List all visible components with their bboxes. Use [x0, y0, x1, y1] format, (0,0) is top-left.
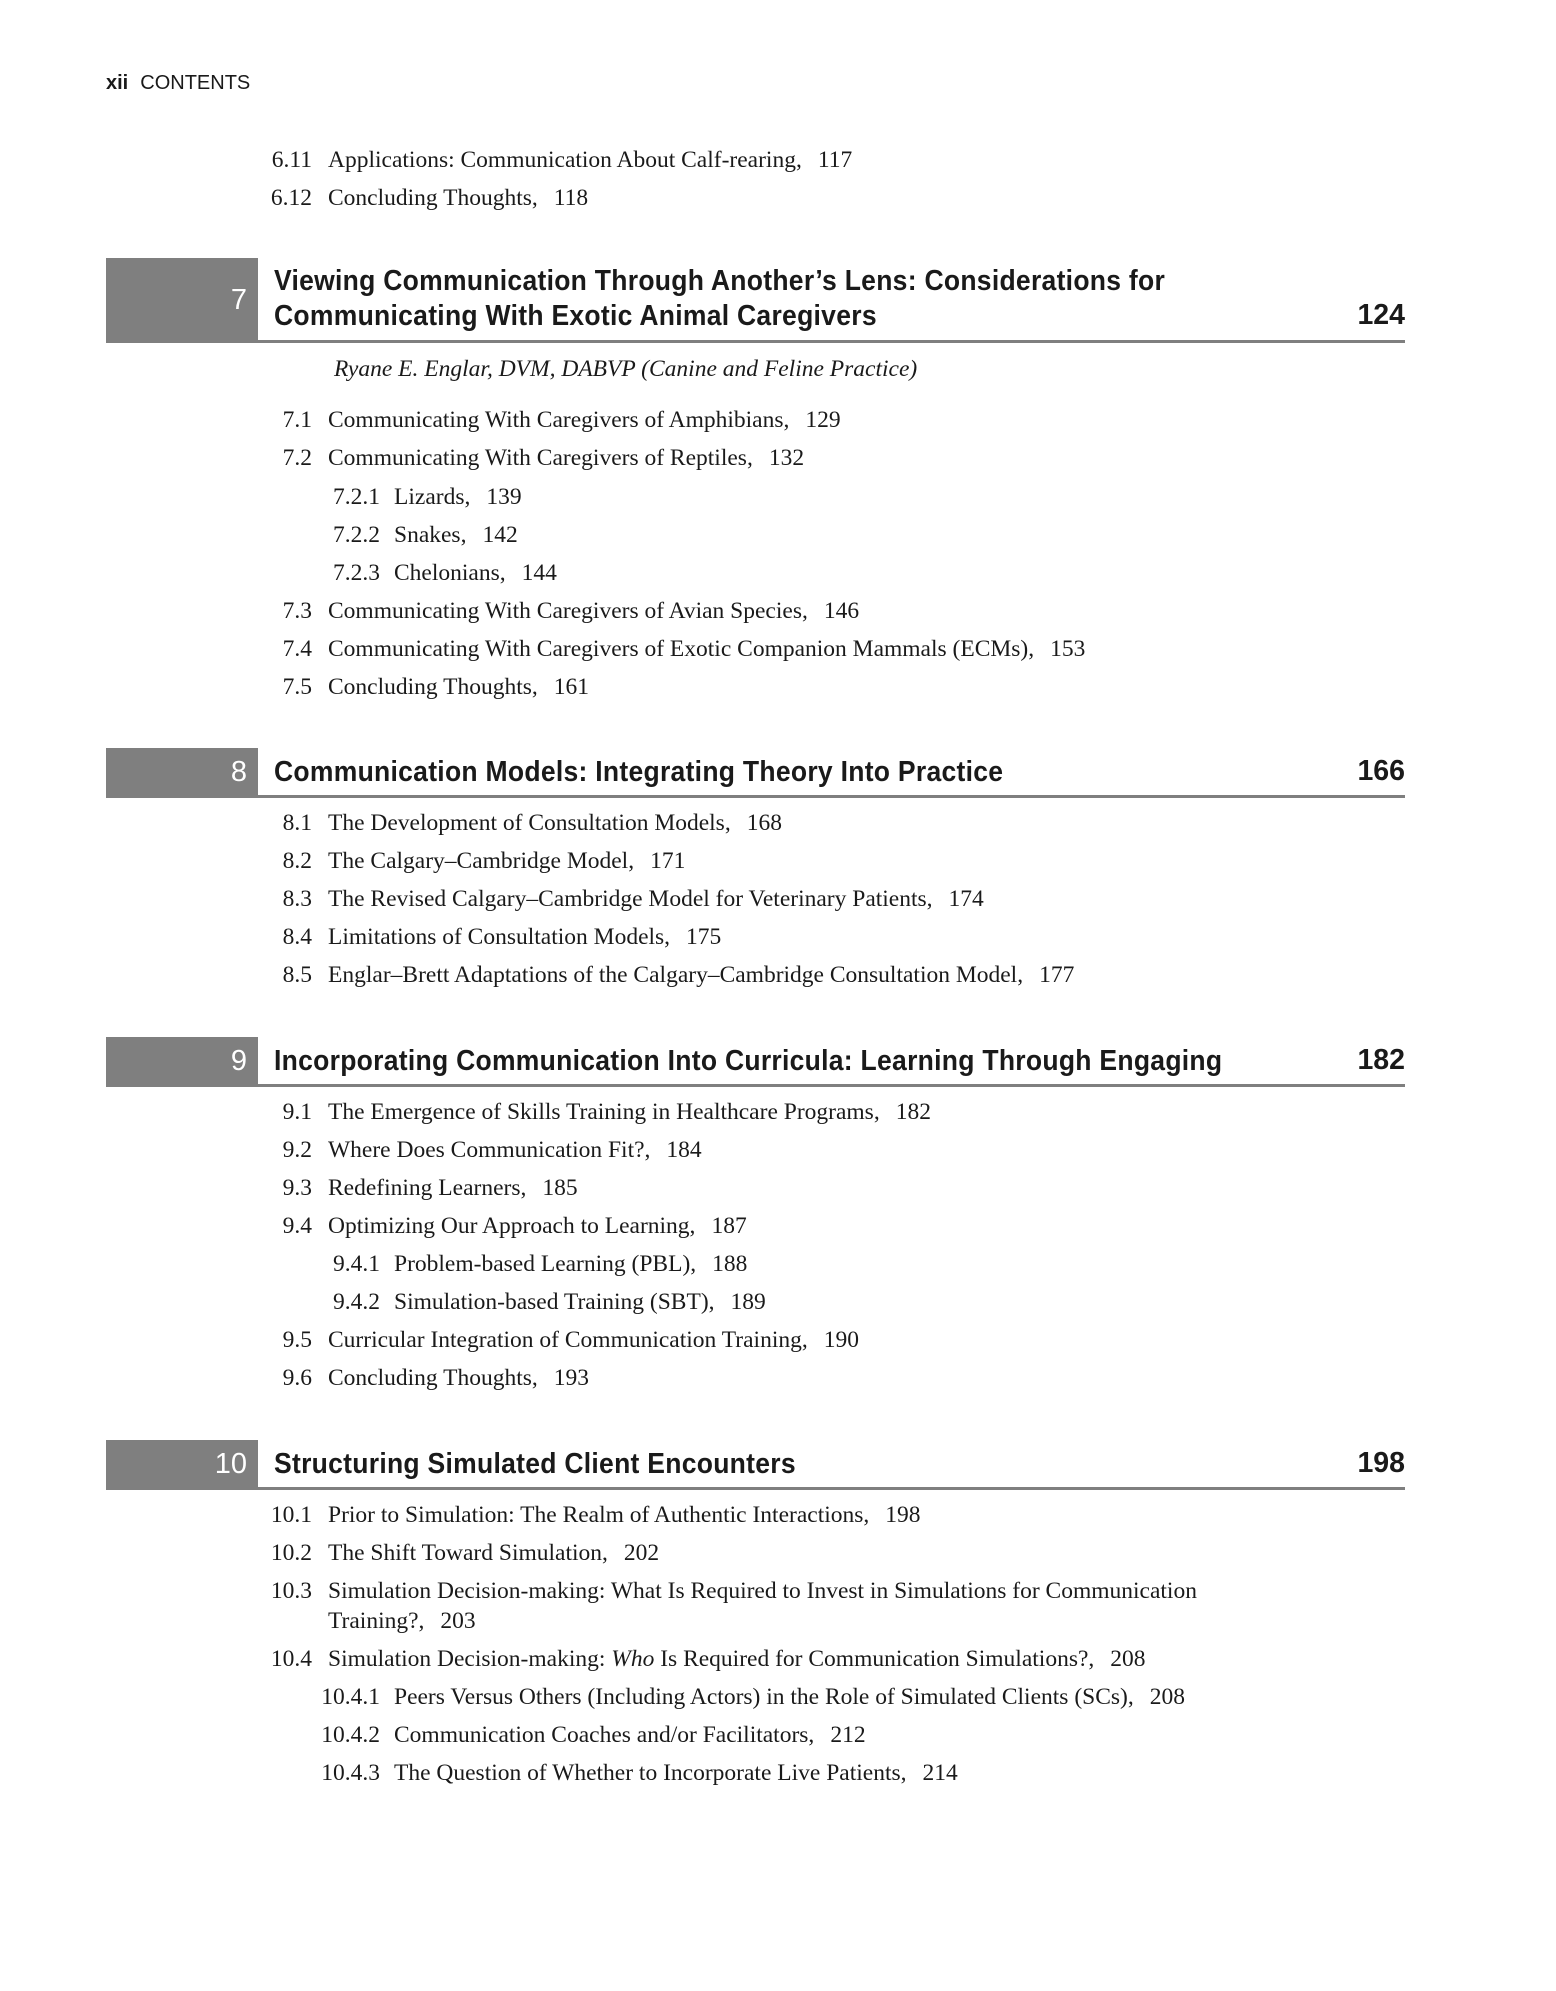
chapter-number-box — [106, 748, 258, 798]
toc-entry-continuation[interactable] — [328, 1606, 476, 1636]
chapter-heading-10[interactable] — [106, 1440, 1405, 1492]
toc-entry[interactable] — [282, 960, 1075, 990]
entry-number: 10.4.2 — [321, 1722, 380, 1748]
entry-title: Communicating With Caregivers of Exotic Companion Mammals (ECMs), — [328, 636, 1035, 662]
entry-page: 203 — [440, 1608, 476, 1634]
entry-title: The Shift Toward Simulation, — [328, 1540, 608, 1566]
toc-entry[interactable] — [282, 596, 860, 626]
toc-subentry[interactable] — [333, 482, 522, 512]
toc-entry[interactable] — [282, 634, 1086, 664]
entry-title: Applications: Communication About Calf-rearing, — [328, 147, 802, 173]
entry-number: 7.1 — [282, 407, 312, 433]
entry-number: 9.3 — [282, 1175, 312, 1201]
entry-page: 117 — [817, 147, 853, 173]
chapter-title-line: Communicating With Exotic Animal Caregivers — [274, 300, 877, 332]
entry-page: 185 — [542, 1175, 578, 1201]
toc-entry[interactable] — [282, 672, 590, 702]
entry-number: 9.5 — [282, 1327, 312, 1353]
toc-entry[interactable] — [282, 884, 984, 914]
chapter-title — [274, 264, 1165, 334]
toc-subentry[interactable] — [333, 520, 518, 550]
entry-page: 189 — [730, 1289, 766, 1315]
entry-number: 9.4.2 — [333, 1289, 380, 1315]
entry-title-italic: Who — [611, 1646, 655, 1672]
toc-entry[interactable] — [282, 1173, 578, 1203]
entry-page: 168 — [746, 810, 782, 836]
toc-subentry[interactable] — [321, 1720, 866, 1750]
entry-title: Curricular Integration of Communication Training, — [328, 1327, 808, 1353]
entry-page: 190 — [823, 1327, 859, 1353]
entry-title: Englar–Brett Adaptations of the Calgary–Cambridge Consultation Model, — [328, 962, 1024, 988]
entry-title: Snakes, — [394, 522, 467, 548]
toc-entry[interactable] — [270, 1644, 1146, 1674]
entry-page: 208 — [1110, 1646, 1146, 1672]
entry-number: 9.2 — [282, 1137, 312, 1163]
entry-page: 142 — [482, 522, 518, 548]
entry-title: Limitations of Consultation Models, — [328, 924, 671, 950]
entry-page: 212 — [830, 1722, 866, 1748]
entry-number: 8.5 — [282, 962, 312, 988]
chapter-page: 166 — [1357, 755, 1405, 787]
toc-subentry[interactable] — [333, 558, 557, 588]
chapter-number: 10 — [214, 1448, 247, 1480]
entry-page: 177 — [1039, 962, 1075, 988]
chapter-title: Incorporating Communication Into Curricula: Learning Through Engaging — [274, 1045, 1223, 1077]
entry-number: 7.4 — [282, 636, 312, 662]
entry-number: 10.4.3 — [321, 1760, 380, 1786]
entry-title: Problem-based Learning (PBL), — [394, 1251, 697, 1277]
entry-page: 174 — [948, 886, 984, 912]
entry-title: Communicating With Caregivers of Avian Species, — [328, 598, 808, 624]
toc-entry[interactable] — [282, 922, 722, 952]
entry-number: 7.5 — [282, 674, 312, 700]
entry-number: 10.4.1 — [321, 1684, 380, 1710]
entry-page: 202 — [623, 1540, 660, 1566]
toc-entry[interactable] — [282, 405, 841, 435]
toc-entry[interactable] — [270, 1576, 1197, 1606]
entry-page: 184 — [666, 1137, 702, 1163]
entry-title: Where Does Communication Fit?, — [328, 1137, 651, 1163]
chapter-page: 182 — [1357, 1044, 1405, 1076]
entry-title-part: Is Required for Communication Simulations?, — [654, 1646, 1095, 1672]
entry-page: 153 — [1050, 636, 1086, 662]
entry-title: Concluding Thoughts, — [328, 674, 538, 700]
entry-title: Peers Versus Others (Including Actors) in the Role of Simulated Clients (SCs), — [394, 1684, 1134, 1710]
entry-title: Lizards, — [394, 484, 471, 510]
entry-page: 214 — [922, 1760, 958, 1786]
chapter-number-box — [106, 1440, 258, 1490]
entry-number: 9.1 — [282, 1099, 312, 1125]
chapter-rule — [258, 795, 1405, 798]
entry-number: 7.2.3 — [333, 560, 380, 586]
chapter-rule — [258, 340, 1405, 343]
running-header — [106, 72, 250, 95]
chapter-number: 8 — [230, 756, 247, 788]
chapter-heading-8[interactable] — [106, 748, 1405, 800]
entry-page: 171 — [650, 848, 686, 874]
chapter-heading-7[interactable] — [106, 258, 1405, 345]
toc-subentry[interactable] — [333, 1249, 748, 1279]
toc-entry[interactable] — [282, 443, 805, 473]
entry-page: 198 — [885, 1502, 921, 1528]
entry-page: 187 — [711, 1213, 747, 1239]
entry-title: Concluding Thoughts, — [328, 185, 538, 211]
entry-title: Optimizing Our Approach to Learning, — [328, 1213, 696, 1239]
entry-page: 132 — [768, 445, 805, 471]
toc-entry[interactable] — [282, 1211, 747, 1241]
entry-number: 9.6 — [282, 1365, 312, 1391]
entry-number: 8.1 — [282, 810, 312, 836]
entry-title: The Emergence of Skills Training in Healthcare Programs, — [328, 1099, 880, 1125]
entry-number: 8.4 — [282, 924, 312, 950]
chapter-heading-9[interactable] — [106, 1037, 1405, 1089]
entry-title: Redefining Learners, — [328, 1175, 527, 1201]
entry-number: 10.2 — [270, 1540, 312, 1566]
chapter-title: Structuring Simulated Client Encounters — [274, 1448, 796, 1480]
chapter-title: Communication Models: Integrating Theory Into Practice — [274, 756, 1004, 788]
header-page-number: xii — [106, 72, 129, 94]
entry-page: 193 — [553, 1365, 590, 1391]
entry-page: 208 — [1149, 1684, 1185, 1710]
entry-page: 175 — [686, 924, 722, 950]
chapter-author: Ryane E. Englar, DVM, DABVP (Canine and Feline Practice) — [334, 356, 918, 382]
entry-title: The Question of Whether to Incorporate Live Patients, — [394, 1760, 907, 1786]
entry-number: 7.3 — [282, 598, 312, 624]
entry-number: 6.12 — [270, 185, 312, 211]
entry-number: 7.2.2 — [333, 522, 380, 548]
toc-subentry[interactable] — [333, 1287, 766, 1317]
chapter-number: 9 — [230, 1045, 247, 1077]
entry-number: 10.3 — [270, 1578, 312, 1604]
entry-number: 7.2.1 — [333, 484, 380, 510]
entry-title-part: Simulation Decision-making: — [328, 1646, 612, 1672]
entry-page: 188 — [712, 1251, 748, 1277]
chapter-number: 7 — [230, 284, 247, 316]
entry-number: 7.2 — [282, 445, 312, 471]
entry-page: 139 — [486, 484, 522, 510]
entry-title: The Revised Calgary–Cambridge Model for Veterinary Patients, — [328, 886, 933, 912]
entry-title: Communicating With Caregivers of Reptiles, — [328, 445, 753, 471]
entry-title: Simulation-based Training (SBT), — [394, 1289, 715, 1315]
toc-entry[interactable] — [271, 145, 853, 175]
header-label: CONTENTS — [140, 72, 251, 94]
entry-title: Concluding Thoughts, — [328, 1365, 538, 1391]
entry-number: 9.4 — [282, 1213, 312, 1239]
chapter-page: 198 — [1357, 1447, 1405, 1479]
entry-title: Simulation Decision-making: What Is Required to Invest in Simulations for Communication — [328, 1578, 1197, 1604]
entry-page: 161 — [553, 674, 590, 700]
entry-title-continued: Training?, — [328, 1608, 425, 1634]
entry-title: Communicating With Caregivers of Amphibians, — [328, 407, 790, 433]
entry-title: The Calgary–Cambridge Model, — [328, 848, 635, 874]
chapter-page: 124 — [1357, 299, 1405, 331]
toc-entry[interactable] — [282, 1363, 590, 1393]
chapter-rule — [258, 1084, 1405, 1087]
entry-title: Prior to Simulation: The Realm of Authentic Interactions, — [328, 1502, 870, 1528]
chapter-rule — [258, 1487, 1405, 1490]
entry-number: 10.4 — [270, 1646, 312, 1672]
entry-page: 129 — [805, 407, 841, 433]
toc-entry[interactable] — [282, 846, 686, 876]
entry-number: 8.3 — [282, 886, 312, 912]
entry-page: 146 — [823, 598, 860, 624]
toc-entry[interactable] — [282, 1135, 702, 1165]
chapter-title-line: Viewing Communication Through Another’s Lens: Considerations for — [274, 265, 1166, 297]
entry-page: 118 — [553, 185, 589, 211]
chapter-number-box — [106, 1037, 258, 1087]
toc-subentry[interactable] — [321, 1758, 958, 1788]
toc-entry[interactable] — [282, 1097, 931, 1127]
toc-entry[interactable] — [270, 1500, 921, 1530]
toc-entry[interactable] — [270, 183, 589, 213]
toc-entry[interactable] — [282, 1325, 859, 1355]
entry-number: 6.11 — [271, 147, 312, 173]
chapter-number-box — [106, 258, 258, 343]
entry-title: The Development of Consultation Models, — [328, 810, 731, 836]
entry-title: Communication Coaches and/or Facilitators, — [394, 1722, 815, 1748]
toc-subentry[interactable] — [321, 1682, 1185, 1712]
entry-number: 8.2 — [282, 848, 312, 874]
entry-number: 10.1 — [270, 1502, 312, 1528]
toc-entry[interactable] — [270, 1538, 660, 1568]
entry-page: 182 — [895, 1099, 931, 1125]
entry-page: 144 — [521, 560, 557, 586]
toc-entry[interactable] — [282, 808, 782, 838]
entry-title: Chelonians, — [394, 560, 506, 586]
entry-number: 9.4.1 — [333, 1251, 380, 1277]
